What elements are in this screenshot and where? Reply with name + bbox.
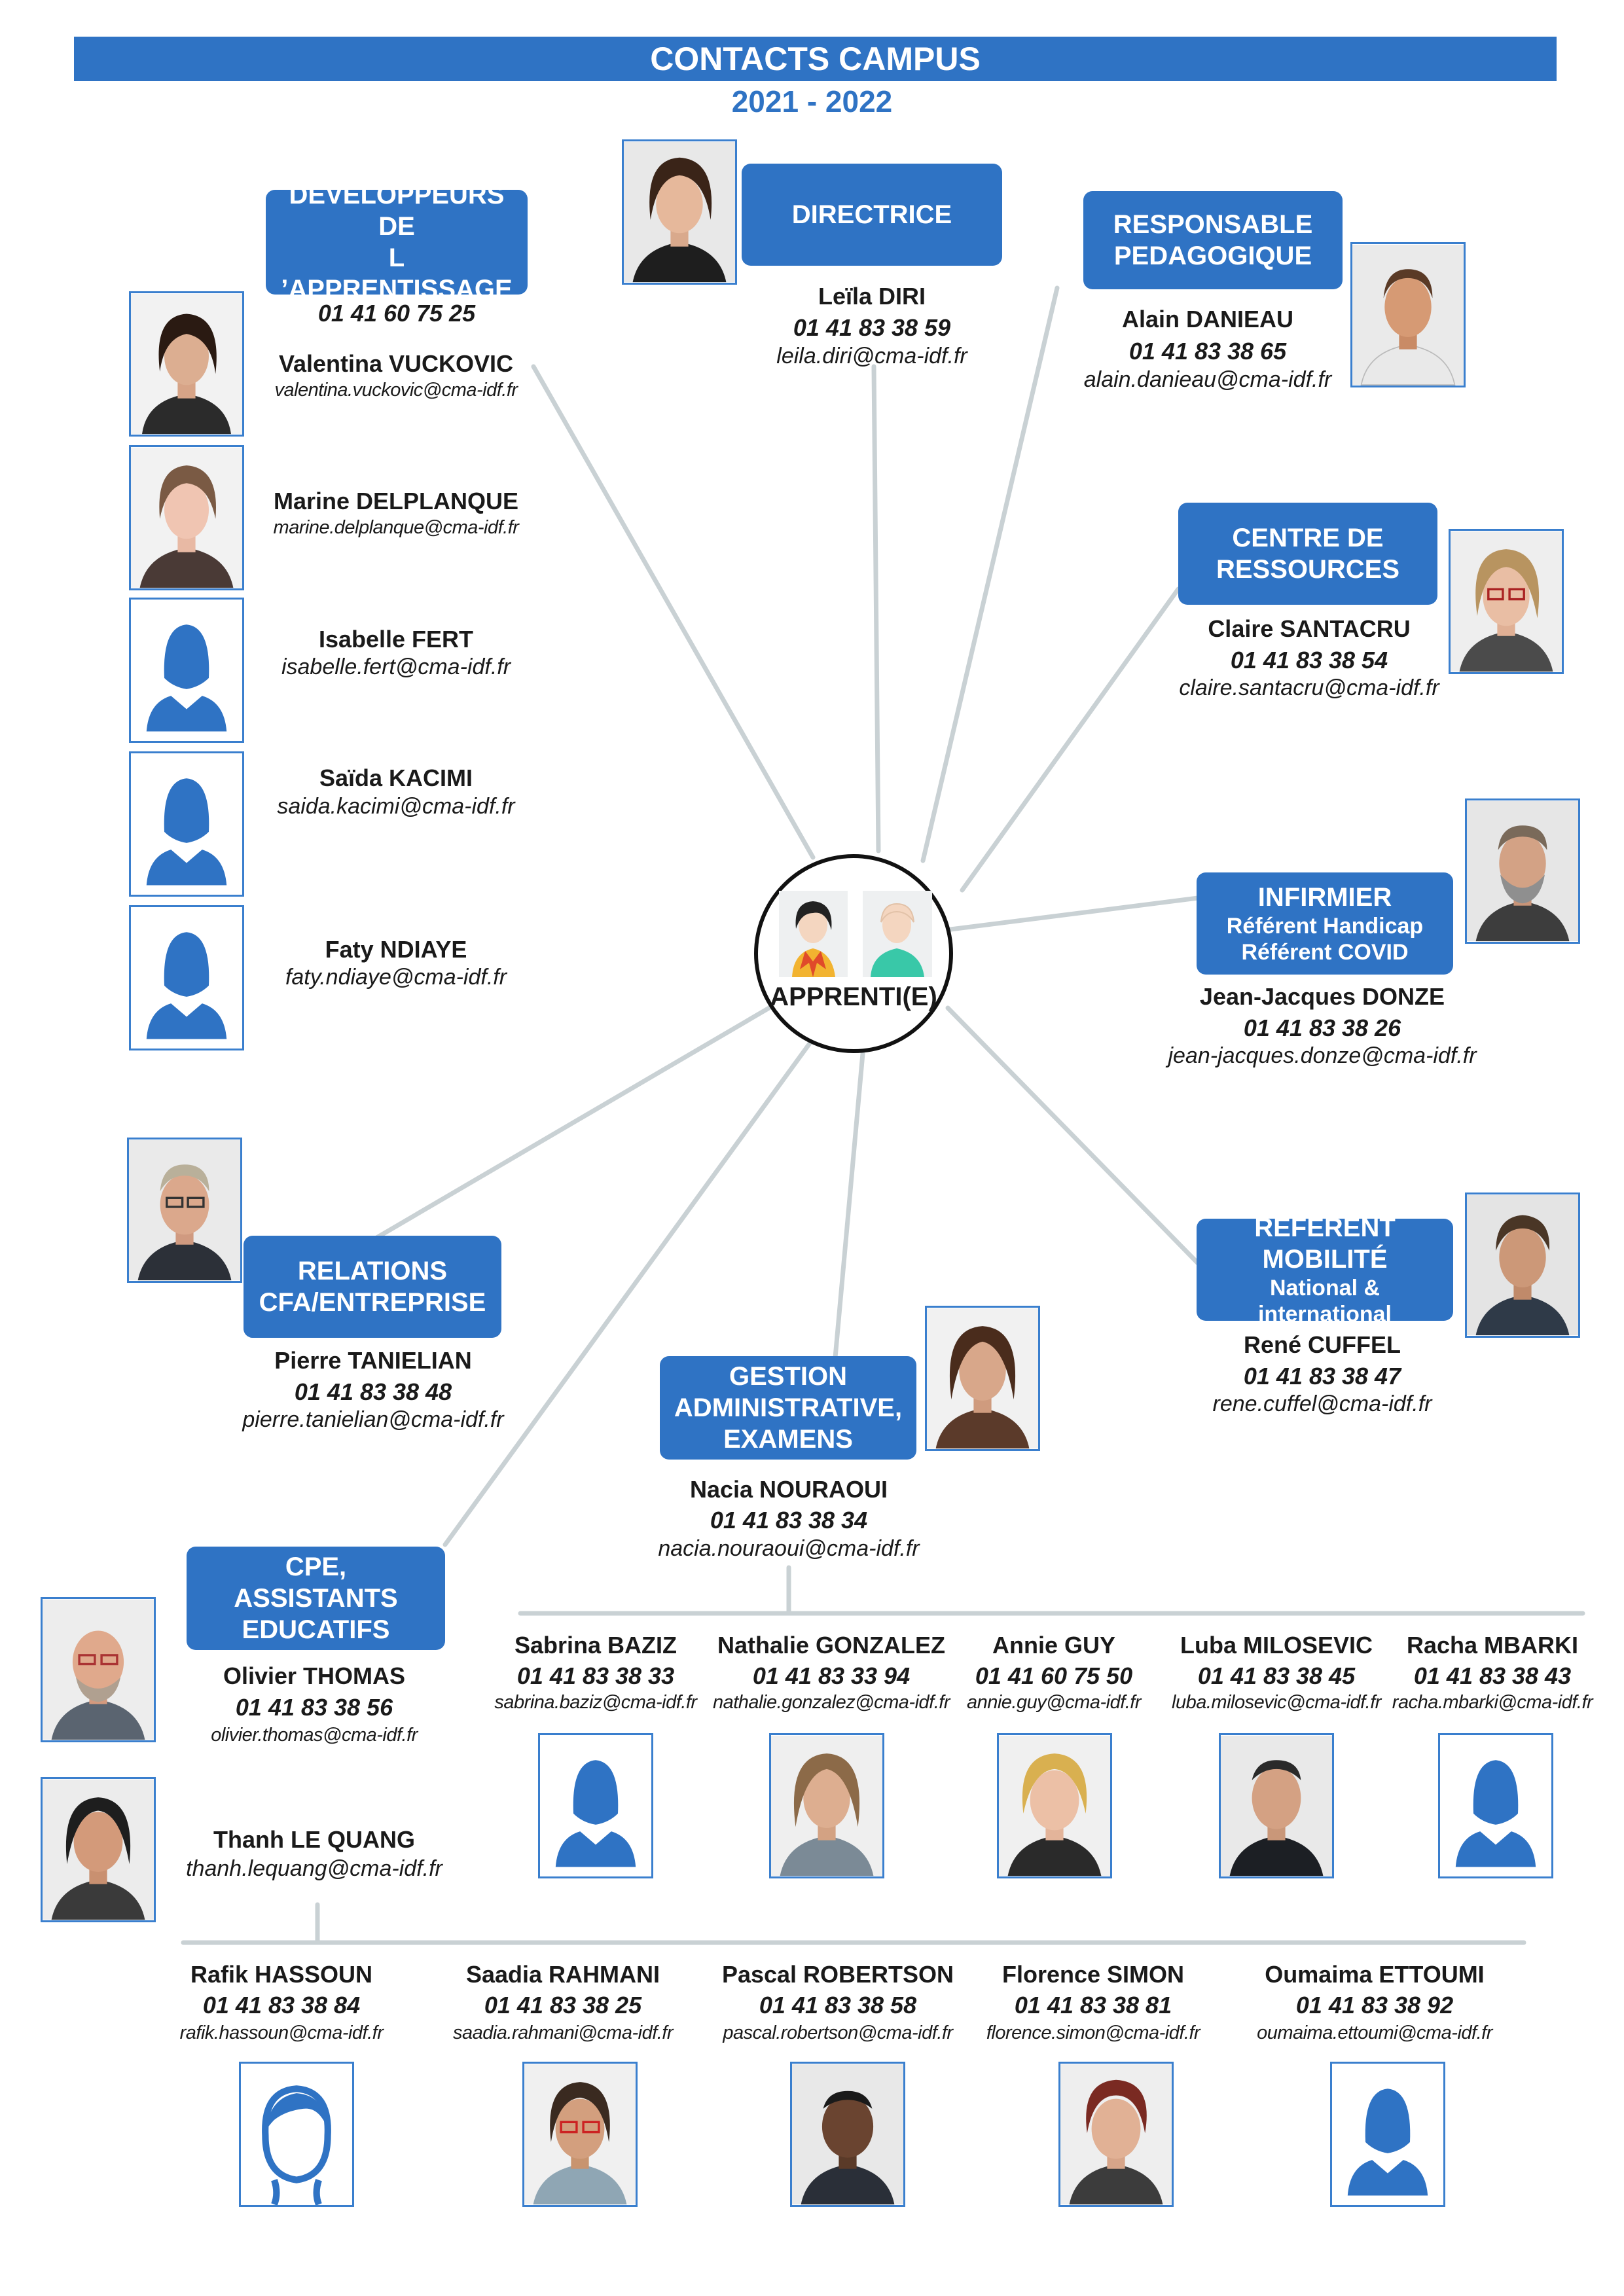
apprentices-icon [779, 891, 932, 977]
avatar-placeholder-mbarki [1438, 1733, 1553, 1878]
gestion-team-name: Annie GUY [992, 1632, 1115, 1659]
responsable-name: Alain DANIEAU [1121, 306, 1294, 332]
photo-robertson [790, 2062, 905, 2207]
avatar-placeholder-ndiaye [129, 905, 244, 1050]
directrice-email[interactable]: leila.diri@cma-idf.fr [776, 344, 967, 368]
developpeur-email[interactable]: valentina.vuckovic@cma-idf.fr [274, 380, 518, 401]
infirmier-email[interactable]: jean-jacques.donze@cma-idf.fr [1168, 1043, 1477, 1068]
cpe-email-2[interactable]: thanh.lequang@cma-idf.fr [186, 1856, 442, 1881]
cpe-team-phone: 01 41 83 38 81 [1014, 1992, 1172, 2018]
developpeurs-box: DEVELOPPEURS DE L ’APPRENTISSAGE [266, 190, 528, 295]
cpe-team-email[interactable]: pascal.robertson@cma-idf.fr [723, 2022, 953, 2043]
gestion-team-phone: 01 41 83 38 45 [1197, 1662, 1356, 1689]
centre-phone: 01 41 83 38 54 [1230, 647, 1388, 673]
photo-santacru [1449, 529, 1564, 674]
photo-donze [1465, 798, 1580, 944]
gestion-team-phone: 01 41 83 33 94 [752, 1662, 911, 1689]
cpe-team-name: Rafik HASSOUN [190, 1961, 373, 1988]
infirmier-phone: 01 41 83 38 26 [1243, 1014, 1401, 1041]
avatar-placeholder-ettoumi [1330, 2062, 1445, 2207]
centre-email[interactable]: claire.santacru@cma-idf.fr [1179, 675, 1439, 700]
gestion-team-email[interactable]: sabrina.baziz@cma-idf.fr [494, 1692, 697, 1713]
cpe-team-email[interactable]: rafik.hassoun@cma-idf.fr [179, 2022, 384, 2043]
cpe-team-name: Oumaima ETTOUMI [1265, 1961, 1485, 1988]
developpeur-name: Marine DELPLANQUE [273, 488, 519, 514]
gestion-email[interactable]: nacia.nouraoui@cma-idf.fr [658, 1536, 920, 1561]
cpe-name: Olivier THOMAS [223, 1662, 406, 1689]
connector-gestion [835, 1054, 863, 1365]
cpe-box: CPE, ASSISTANTS EDUCATIFS [187, 1547, 445, 1650]
connector-infirmier [950, 898, 1198, 929]
mobilite-email[interactable]: rene.cuffel@cma-idf.fr [1212, 1391, 1432, 1416]
gestion-team-email[interactable]: annie.guy@cma-idf.fr [966, 1692, 1142, 1713]
cpe-team-name: Pascal ROBERTSON [721, 1961, 954, 1988]
cpe-name-2: Thanh LE QUANG [213, 1826, 415, 1853]
connector-directrice [874, 367, 878, 851]
mobilite-box: RÉFÉRENT MOBILITÉ National & international [1197, 1219, 1453, 1321]
gestion-team-email[interactable]: racha.mbarki@cma-idf.fr [1392, 1692, 1593, 1713]
relations-name: Pierre TANIELIAN [274, 1347, 472, 1374]
avatar-placeholder-fert [129, 598, 244, 743]
relations-box: RELATIONS CFA/ENTREPRISE [244, 1236, 501, 1338]
gestion-phone: 01 41 83 38 34 [710, 1507, 868, 1534]
photo-le-quang [41, 1777, 156, 1922]
developpeur-name: Saïda KACIMI [319, 764, 473, 791]
photo-diri [622, 139, 737, 285]
page-title: CONTACTS CAMPUS [74, 37, 1557, 81]
infirmier-box: INFIRMIER Référent Handicap Référent COVID [1197, 872, 1453, 975]
cpe-team-email[interactable]: oumaima.ettoumi@cma-idf.fr [1257, 2022, 1492, 2043]
cpe-team-phone: 01 41 83 38 92 [1295, 1992, 1454, 2018]
responsable-box: RESPONSABLE PEDAGOGIQUE [1083, 191, 1343, 289]
photo-danieau [1350, 242, 1466, 387]
gestion-box: GESTION ADMINISTRATIVE, EXAMENS [660, 1356, 916, 1460]
photo-gonzalez [769, 1733, 884, 1878]
school-year: 2021 - 2022 [731, 84, 893, 118]
developpeur-email[interactable]: isabelle.fert@cma-idf.fr [281, 655, 511, 679]
gestion-team-email[interactable]: luba.milosevic@cma-idf.fr [1172, 1692, 1381, 1713]
photo-rahmani [522, 2062, 638, 2207]
infirmier-name: Jean-Jacques DONZE [1199, 983, 1445, 1010]
cpe-phone: 01 41 83 38 56 [235, 1694, 393, 1721]
relations-email[interactable]: pierre.tanielian@cma-idf.fr [242, 1407, 504, 1432]
developpeur-email[interactable]: saida.kacimi@cma-idf.fr [277, 794, 515, 819]
developpeur-name: Isabelle FERT [318, 626, 474, 653]
gestion-name: Nacia NOURAOUI [689, 1476, 888, 1503]
developpeurs-phone: 01 41 60 75 25 [317, 300, 476, 327]
mobilite-name: René CUFFEL [1243, 1331, 1401, 1358]
developpeur-email[interactable]: marine.delplanque@cma-idf.fr [273, 517, 519, 538]
photo-cuffel [1465, 1193, 1580, 1338]
photo-nouraoui [925, 1306, 1040, 1451]
directrice-name: Leïla DIRI [818, 283, 926, 310]
responsable-phone: 01 41 83 38 65 [1128, 338, 1287, 365]
cpe-team-phone: 01 41 83 38 58 [759, 1992, 917, 2018]
avatar-placeholder-hassoun [239, 2062, 354, 2207]
mobilite-phone: 01 41 83 38 47 [1243, 1363, 1401, 1390]
photo-tanielian [127, 1138, 242, 1283]
cpe-team-email[interactable]: florence.simon@cma-idf.fr [986, 2022, 1200, 2043]
apprenti-node [754, 854, 953, 1053]
developpeur-name: Valentina VUCKOVIC [278, 350, 514, 377]
gestion-team-name: Racha MBARKI [1406, 1632, 1579, 1659]
photo-milosevic [1219, 1733, 1334, 1878]
developpeur-email[interactable]: faty.ndiaye@cma-idf.fr [285, 965, 507, 990]
gestion-team-phone: 01 41 83 38 43 [1413, 1662, 1572, 1689]
cpe-email[interactable]: olivier.thomas@cma-idf.fr [211, 1725, 418, 1746]
avatar-placeholder-kacimi [129, 751, 244, 897]
connector-centre [962, 589, 1178, 890]
photo-delplanque [129, 445, 244, 590]
connector-developpeurs [533, 367, 813, 857]
gestion-team-name: Luba MILOSEVIC [1180, 1632, 1373, 1659]
directrice-phone: 01 41 83 38 59 [793, 314, 951, 341]
photo-guy [997, 1733, 1112, 1878]
cpe-team-phone: 01 41 83 38 25 [484, 1992, 642, 2018]
connector-relations [367, 1008, 769, 1244]
gestion-team-name: Nathalie GONZALEZ [717, 1632, 946, 1659]
cpe-team-phone: 01 41 83 38 84 [202, 1992, 361, 2018]
avatar-placeholder-baziz [538, 1733, 653, 1878]
gestion-team-name: Sabrina BAZIZ [514, 1632, 677, 1659]
photo-vuckovic [129, 291, 244, 437]
cpe-team-name: Saadia RAHMANI [465, 1961, 660, 1988]
gestion-team-phone: 01 41 60 75 50 [975, 1662, 1133, 1689]
centre-name: Claire SANTACRU [1208, 615, 1411, 642]
apprenti-label: APPRENTI(E) [770, 982, 937, 1011]
directrice-box: DIRECTRICE [742, 164, 1002, 266]
gestion-team-email[interactable]: nathalie.gonzalez@cma-idf.fr [712, 1692, 950, 1713]
cpe-team-email[interactable]: saadia.rahmani@cma-idf.fr [452, 2022, 674, 2043]
cpe-team-name: Florence SIMON [1001, 1961, 1185, 1988]
photo-thomas [41, 1597, 156, 1742]
photo-simon [1058, 2062, 1174, 2207]
centre-box: CENTRE DE RESSOURCES [1178, 503, 1437, 605]
relations-phone: 01 41 83 38 48 [294, 1378, 452, 1405]
gestion-team-phone: 01 41 83 38 33 [516, 1662, 675, 1689]
connector-responsable [923, 288, 1057, 861]
responsable-email[interactable]: alain.danieau@cma-idf.fr [1083, 367, 1332, 392]
developpeur-name: Faty NDIAYE [325, 936, 467, 963]
